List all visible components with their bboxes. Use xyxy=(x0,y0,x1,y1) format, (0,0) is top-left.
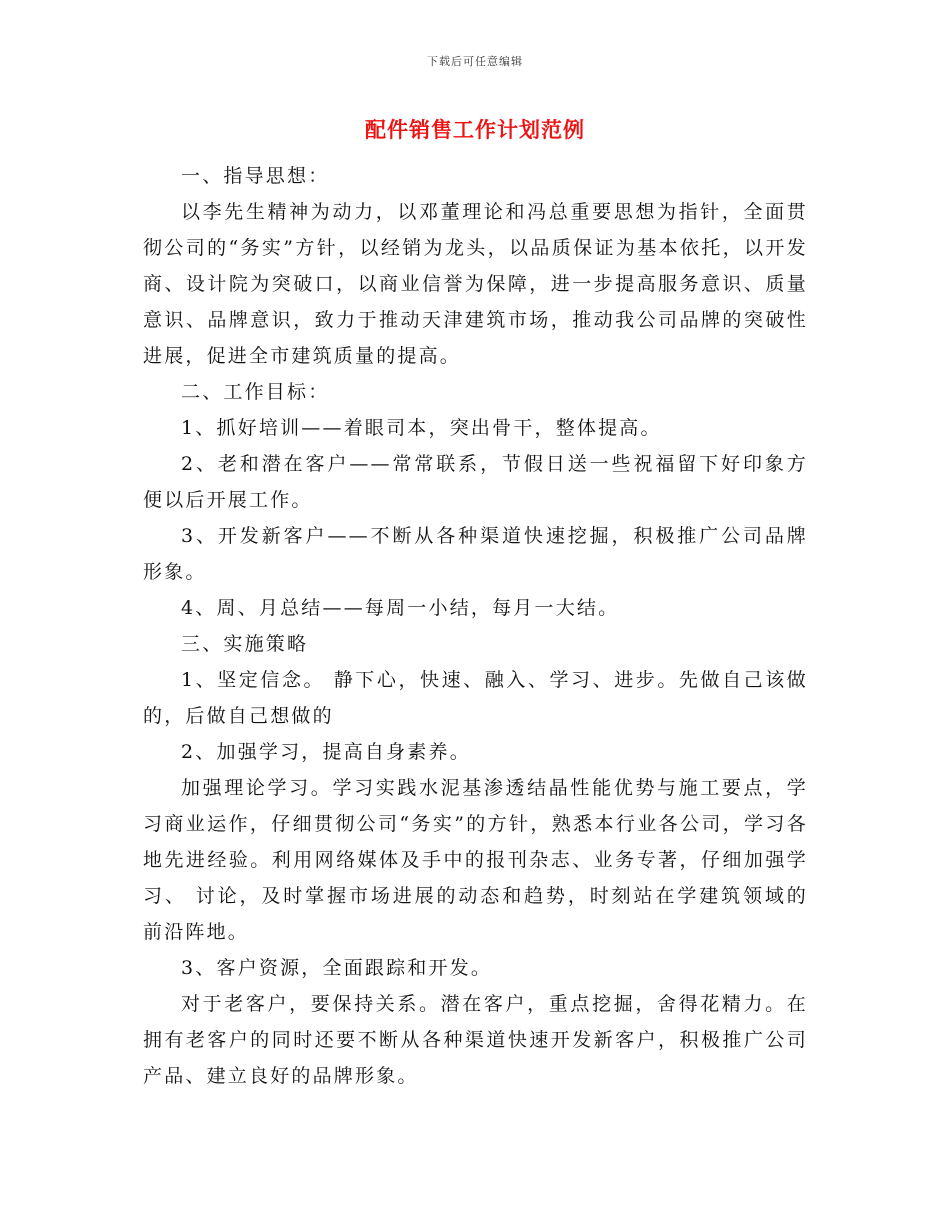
section-heading-work-goals: 二、工作目标： xyxy=(181,381,330,403)
paragraph-study: 加强理论学习。学习实践水泥基渗透结晶性能优势与施工要点，学习商业运作，仔细贯彻公司“务实”的方针，熟悉本行业各公司，学习各地先进经验。利用网络媒体及手中的报刊杂志、业务专著，仔细加强学习、 讨论，及时掌握市场进展的动态和趋势，时刻站在学建筑领域的前沿阵地。 xyxy=(143,777,808,943)
strategy-item-1: 1、坚定信念。 静下心，快速、融入、学习、进步。先做自己该做的，后做自己想做的 xyxy=(143,669,808,727)
section-heading-guiding-thought: 一、指导思想： xyxy=(181,165,330,187)
goal-item-2: 2、老和潜在客户——常常联系，节假日送一些祝福留下好印象方便以后开展工作。 xyxy=(143,453,808,511)
goal-item-3: 3、开发新客户——不断从各种渠道快速挖掘，积极推广公司品牌形象。 xyxy=(143,525,808,583)
document-body xyxy=(143,158,808,1094)
goal-item-4: 4、周、月总结——每周一小结，每月一大结。 xyxy=(181,597,620,619)
paragraph-customers: 对于老客户，要保持关系。潜在客户，重点挖掘，舍得花精力。在拥有老客户的同时还要不断从各种渠道快速开发新客户，积极推广公司产品、建立良好的品牌形象。 xyxy=(143,993,808,1087)
section-heading-strategy: 三、实施策略 xyxy=(181,633,309,655)
strategy-item-2: 2、加强学习，提高自身素养。 xyxy=(181,741,471,763)
goal-item-1: 1、抓好培训——着眼司本，突出骨干，整体提高。 xyxy=(181,417,662,439)
document-title: 配件销售工作计划范例 xyxy=(365,117,585,142)
paragraph-guiding-thought: 以李先生精神为动力，以邓董理论和冯总重要思想为指针，全面贯彻公司的“务实”方针，以经销为龙头，以品质保证为基本依托，以开发商、设计院为突破口，以商业信誉为保障，进一步提高服务意识、质量意识、品牌意识，致力于推动天津建筑市场，推动我公司品牌的突破性进展，促进全市建筑质量的提高。 xyxy=(143,201,808,367)
strategy-item-3: 3、客户资源，全面跟踪和开发。 xyxy=(181,957,493,979)
page-header-note: 下载后可任意编辑 xyxy=(427,55,523,68)
